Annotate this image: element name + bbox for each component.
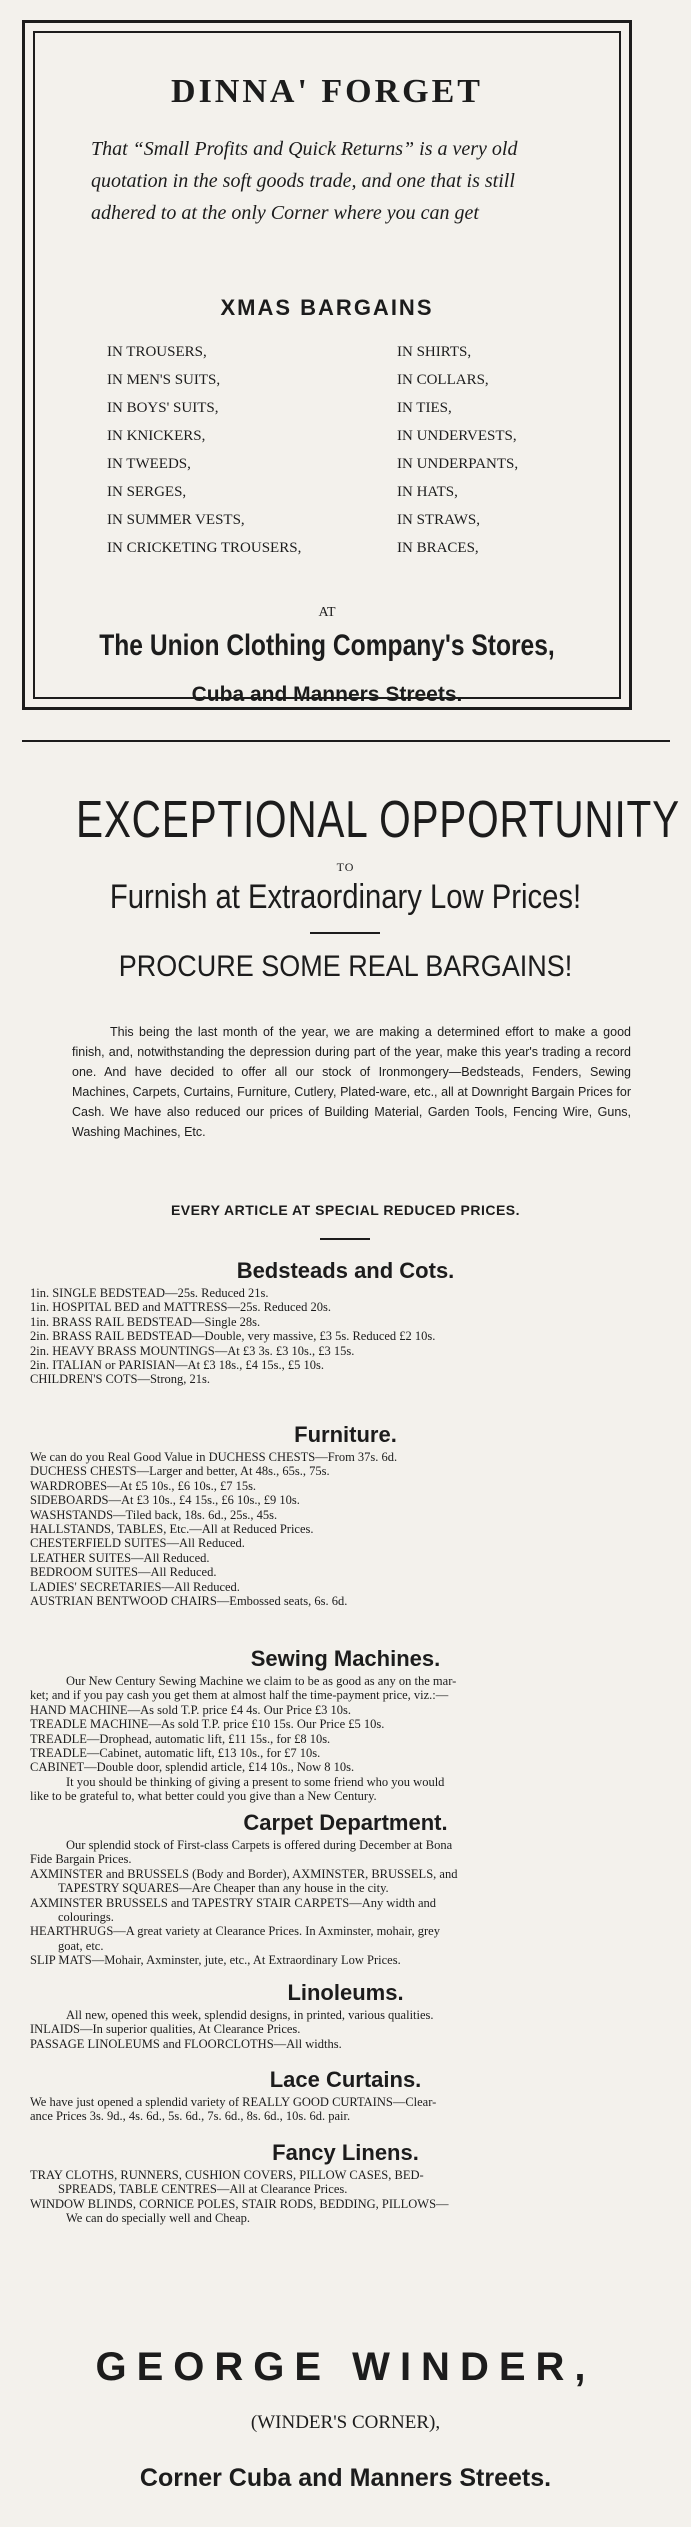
- list-item: IN TIES,: [397, 400, 452, 416]
- section-heading: Lace Curtains.: [269, 2067, 422, 2092]
- section-heading: Linoleums.: [287, 1980, 404, 2005]
- headline: EXCEPTIONAL OPPORTUNITY: [76, 791, 680, 849]
- list-item: 2in. ITALIAN or PARISIAN—At £3 18s., £4 15s., £5 10s.: [30, 1358, 325, 1373]
- list-item: TREADLE—Drophead, automatic lift, £11 15s., for £8 10s.: [30, 1731, 331, 1746]
- merchant-subtitle: (WINDER'S CORNER),: [250, 2412, 441, 2433]
- list-item: LEATHER SUITES—All Reduced.: [30, 1550, 210, 1565]
- bargain-list-right: [397, 338, 518, 562]
- list-item: IN CRICKETING TROUSERS,: [107, 540, 302, 556]
- list-item: Fide Bargain Prices.: [30, 1852, 132, 1867]
- list-item: WARDROBES—At £5 10s., £6 10s., £7 15s.: [30, 1478, 257, 1493]
- every-article-line: EVERY ARTICLE AT SPECIAL REDUCED PRICES.: [170, 1202, 521, 1218]
- procure-heading: PROCURE SOME REAL BARGAINS!: [118, 950, 573, 983]
- list-item: TRAY CLOTHS, RUNNERS, CUSHION COVERS, PILLOW CASES, BED-: [30, 2168, 424, 2182]
- short-rule: [310, 932, 380, 934]
- list-item: DUCHESS CHESTS—Larger and better, At 48s., 65s., 75s.: [30, 1464, 330, 1479]
- section-furniture: [0, 1420, 691, 1608]
- list-item: HEARTHRUGS—A great variety at Clearance Prices. In Axminster, mohair, grey: [30, 1924, 440, 1939]
- section-sewing-machines: [0, 1644, 691, 1804]
- list-item: IN BOYS' SUITS,: [107, 400, 219, 416]
- ad-inner-border: [33, 31, 621, 706]
- list-item: SLIP MATS—Mohair, Axminster, jute, etc., At Extraordinary Low Prices.: [30, 1953, 401, 1968]
- list-item: TAPESTRY SQUARES—Are Cheaper than any house in the city.: [58, 1881, 389, 1896]
- list-item: BEDROOM SUITES—All Reduced.: [30, 1565, 217, 1580]
- intro-paragraph: This being the last month of the year, we are making a determined effort to make a good finish, and, notwithstanding the depression during part of the year, make this year's trading a record one. And have decided to offer all our stock of Ironmongery—Bedsteads, Fenders, Sewing Machines, Carpets, Curtains, Furniture, Cutlery, Plated-ware, etc., all at Downright Bargain Prices for Cash. We have also reduced our prices of Building Material, Garden Tools, Fencing Wire, Guns, Washing Machines, Etc.: [72, 1025, 631, 1139]
- section-heading: Fancy Linens.: [272, 2140, 419, 2165]
- list-item: LADIES' SECRETARIES—All Reduced.: [30, 1579, 240, 1594]
- list-item: INLAIDS—In superior qualities, At Clearance Prices.: [30, 2022, 301, 2037]
- list-item: 2in. HEAVY BRASS MOUNTINGS—At £3 3s. £3 10s., £3 15s.: [30, 1343, 355, 1358]
- list-item: IN SUMMER VESTS,: [107, 512, 245, 528]
- list-item: IN SERGES,: [107, 484, 187, 500]
- section-heading: Furniture.: [294, 1422, 397, 1447]
- list-item: IN UNDERPANTS,: [397, 456, 519, 472]
- section-carpet-department: [0, 1808, 691, 1968]
- to-label: TO: [336, 860, 355, 874]
- at-label: AT: [318, 605, 336, 620]
- list-item: 1in. HOSPITAL BED and MATTRESS—25s. Reduced 20s.: [30, 1300, 331, 1315]
- list-item: TREADLE—Cabinet, automatic lift, £13 10s., for £7 10s.: [30, 1746, 321, 1761]
- section-fancy-linens: [0, 2138, 691, 2226]
- ad-intro: That “Small Profits and Quick Returns” is a very old quotation in the soft goods trade, and one that is still adhered to at the only Corner where you can get: [91, 138, 518, 224]
- list-item: IN COLLARS,: [397, 372, 489, 388]
- list-item: HALLSTANDS, TABLES, Etc.—All at Reduced Prices.: [30, 1522, 314, 1537]
- list-item: IN KNICKERS,: [107, 428, 206, 444]
- list-item: CHESTERFIELD SUITES—All Reduced.: [30, 1536, 245, 1551]
- list-item: SPREADS, TABLE CENTRES—All at Clearance Prices.: [58, 2182, 348, 2197]
- section-heading: Sewing Machines.: [250, 1646, 441, 1671]
- union-clothing-ad: [22, 20, 632, 710]
- list-item: Our New Century Sewing Machine we claim to be as good as any on the mar-: [66, 1674, 457, 1688]
- list-item: IN UNDERVESTS,: [397, 428, 517, 444]
- list-item: We have just opened a splendid variety of REALLY GOOD CURTAINS—Clear-: [30, 2095, 437, 2109]
- list-item: ket; and if you pay cash you get them at almost half the time-payment price, viz.:—: [30, 1688, 449, 1703]
- section-lace-curtains: [0, 2065, 691, 2124]
- list-item: CHILDREN'S COTS—Strong, 21s.: [30, 1372, 211, 1387]
- list-item: CABINET—Double door, splendid article, £14 10s., Now 8 10s.: [30, 1760, 355, 1775]
- list-item: IN SHIRTS,: [397, 344, 472, 360]
- list-item: SIDEBOARDS—At £3 10s., £4 15s., £6 10s., £9 10s.: [30, 1493, 300, 1508]
- list-item: We can do you Real Good Value in DUCHESS CHESTS—From 37s. 6d.: [30, 1450, 398, 1464]
- list-item: 2in. BRASS RAIL BEDSTEAD—Double, very massive, £3 5s. Reduced £2 10s.: [30, 1329, 436, 1344]
- list-item: goat, etc.: [58, 1938, 104, 1953]
- list-item: like to be grateful to, what better could you give than a New Century.: [30, 1789, 377, 1804]
- list-item: WINDOW BLINDS, CORNICE POLES, STAIR RODS, BEDDING, PILLOWS—: [30, 2196, 449, 2211]
- merchant-name: GEORGE WINDER,: [95, 2345, 596, 2389]
- list-item: ance Prices 3s. 9d., 4s. 6d., 5s. 6d., 7s. 6d., 8s. 6d., 10s. 6d. pair.: [30, 2109, 351, 2124]
- store-address: Cuba and Manners Streets.: [191, 683, 463, 706]
- list-item: Our splendid stock of First-class Carpets is offered during December at Bona: [66, 1838, 453, 1852]
- list-item: We can do specially well and Cheap.: [66, 2211, 250, 2226]
- list-item: WASHSTANDS—Tiled back, 18s. 6d., 25s., 45s.: [30, 1507, 278, 1522]
- xmas-bargains-heading: XMAS BARGAINS: [220, 295, 434, 320]
- list-item: All new, opened this week, splendid designs, in printed, various qualities.: [66, 2008, 434, 2022]
- list-item: AUSTRIAN BENTWOOD CHAIRS—Embossed seats, 6s. 6d.: [30, 1594, 348, 1609]
- list-item: IN STRAWS,: [397, 512, 480, 528]
- list-item: IN BRACES,: [397, 540, 479, 556]
- list-item: PASSAGE LINOLEUMS and FLOORCLOTHS—All widths.: [30, 2036, 342, 2051]
- short-rule: [320, 1238, 370, 1240]
- list-item: IN TWEEDS,: [107, 456, 191, 472]
- list-item: 1in. SINGLE BEDSTEAD—25s. Reduced 21s.: [30, 1286, 269, 1300]
- section-linoleums: [0, 1978, 691, 2051]
- merchant-address: Corner Cuba and Manners Streets.: [139, 2464, 552, 2492]
- list-item: TREADLE MACHINE—As sold T.P. price £10 15s. Our Price £5 10s.: [30, 1717, 385, 1732]
- list-item: It you should be thinking of giving a present to some friend who you would: [66, 1774, 445, 1789]
- subheadline: Furnish at Extraordinary Low Prices!: [109, 878, 582, 916]
- list-item: HAND MACHINE—As sold T.P. price £4 4s. Our Price £3 10s.: [30, 1702, 352, 1717]
- ad-title: DINNA' FORGET: [171, 73, 483, 110]
- list-item: colourings.: [58, 1910, 114, 1925]
- section-bedsteads: [0, 1256, 691, 1387]
- list-item: IN HATS,: [397, 484, 458, 500]
- section-heading: Bedsteads and Cots.: [236, 1258, 455, 1283]
- section-heading: Carpet Department.: [243, 1810, 448, 1835]
- list-item: 1in. BRASS RAIL BEDSTEAD—Single 28s.: [30, 1314, 261, 1329]
- column-divider: [22, 740, 670, 742]
- george-winder-ad: [0, 760, 691, 2520]
- list-item: IN MEN'S SUITS,: [107, 372, 221, 388]
- list-item: AXMINSTER BRUSSELS and TAPESTRY STAIR CARPETS—Any width and: [30, 1895, 437, 1910]
- list-item: IN TROUSERS,: [107, 344, 207, 360]
- store-name: The Union Clothing Company's Stores,: [99, 629, 555, 662]
- bargain-list-left: [107, 338, 301, 562]
- list-item: AXMINSTER and BRUSSELS (Body and Border), AXMINSTER, BRUSSELS, and: [30, 1866, 458, 1881]
